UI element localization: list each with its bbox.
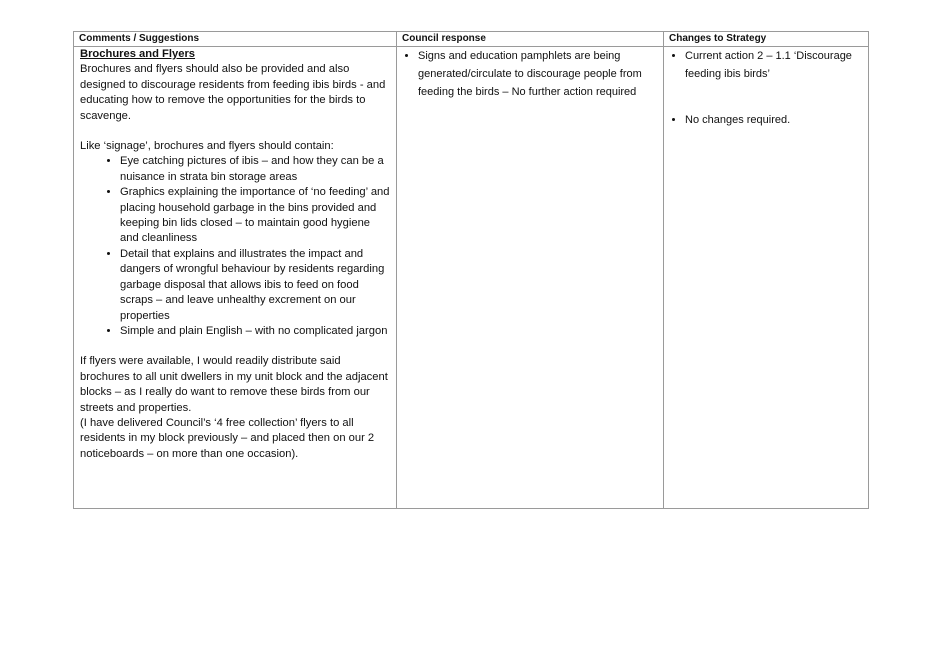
changes-cell [664,47,869,509]
header-comments: Comments / Suggestions [74,32,397,47]
header-changes: Changes to Strategy [664,32,869,47]
comments-cell [74,47,397,509]
list-item: • Detail that explains and illustrates the impact and dangers of wrongful behaviour by residents regarding garbage disposal that allows ibis to feed on food scraps – and leave unhealthy excrement on our properties [120,247,390,324]
comment-paragraph-2: If flyers were available, I would readily distribute said brochures to all unit dwellers in my unit block and the adjacent blocks – as I really do want to remove these birds from our streets and properties. [80,355,388,414]
header-council-response: Council response [397,32,664,47]
section-heading: Brochures and Flyers [80,48,196,60]
table-row [74,47,869,509]
list-item: • Graphics explaining the importance of ‘no feeding’ and placing household garbage in the bins provided and keeping bin lids closed – to maintain good hygiene and cleanliness [120,185,390,247]
list-item: • Eye catching pictures of ibis – and how they can be a nuisance in strata bin storage areas [120,154,390,185]
council-response-cell [397,47,664,509]
comment-bullet-list [80,154,390,339]
header-row [74,32,869,47]
changes-list-2 [670,111,862,129]
comment-paragraph-1: Brochures and flyers should also be provided and also designed to discourage residents from feeding ibis birds - and educating how to remove the opportunities for the birds to scavenge. [80,63,386,122]
comment-paragraph-3: (I have delivered Council’s ‘4 free collection’ flyers to all residents in my block previously – and placed then on our 2 noticeboards – on more than one occasion). [80,416,375,460]
list-item: • No changes required. [685,111,862,129]
list-item: • Current action 2 – 1.1 ‘Discourage feeding ibis birds’ [685,47,862,83]
council-response-list [403,47,657,101]
changes-list-1 [670,47,862,83]
comment-intro: Like ‘signage’, brochures and flyers should contain: [80,140,334,153]
list-item: • Signs and education pamphlets are being generated/circulate to discourage people from feeding the birds – No further action required [418,47,657,101]
list-item: • Simple and plain English – with no complicated jargon [120,324,390,339]
strategy-table [73,31,869,509]
